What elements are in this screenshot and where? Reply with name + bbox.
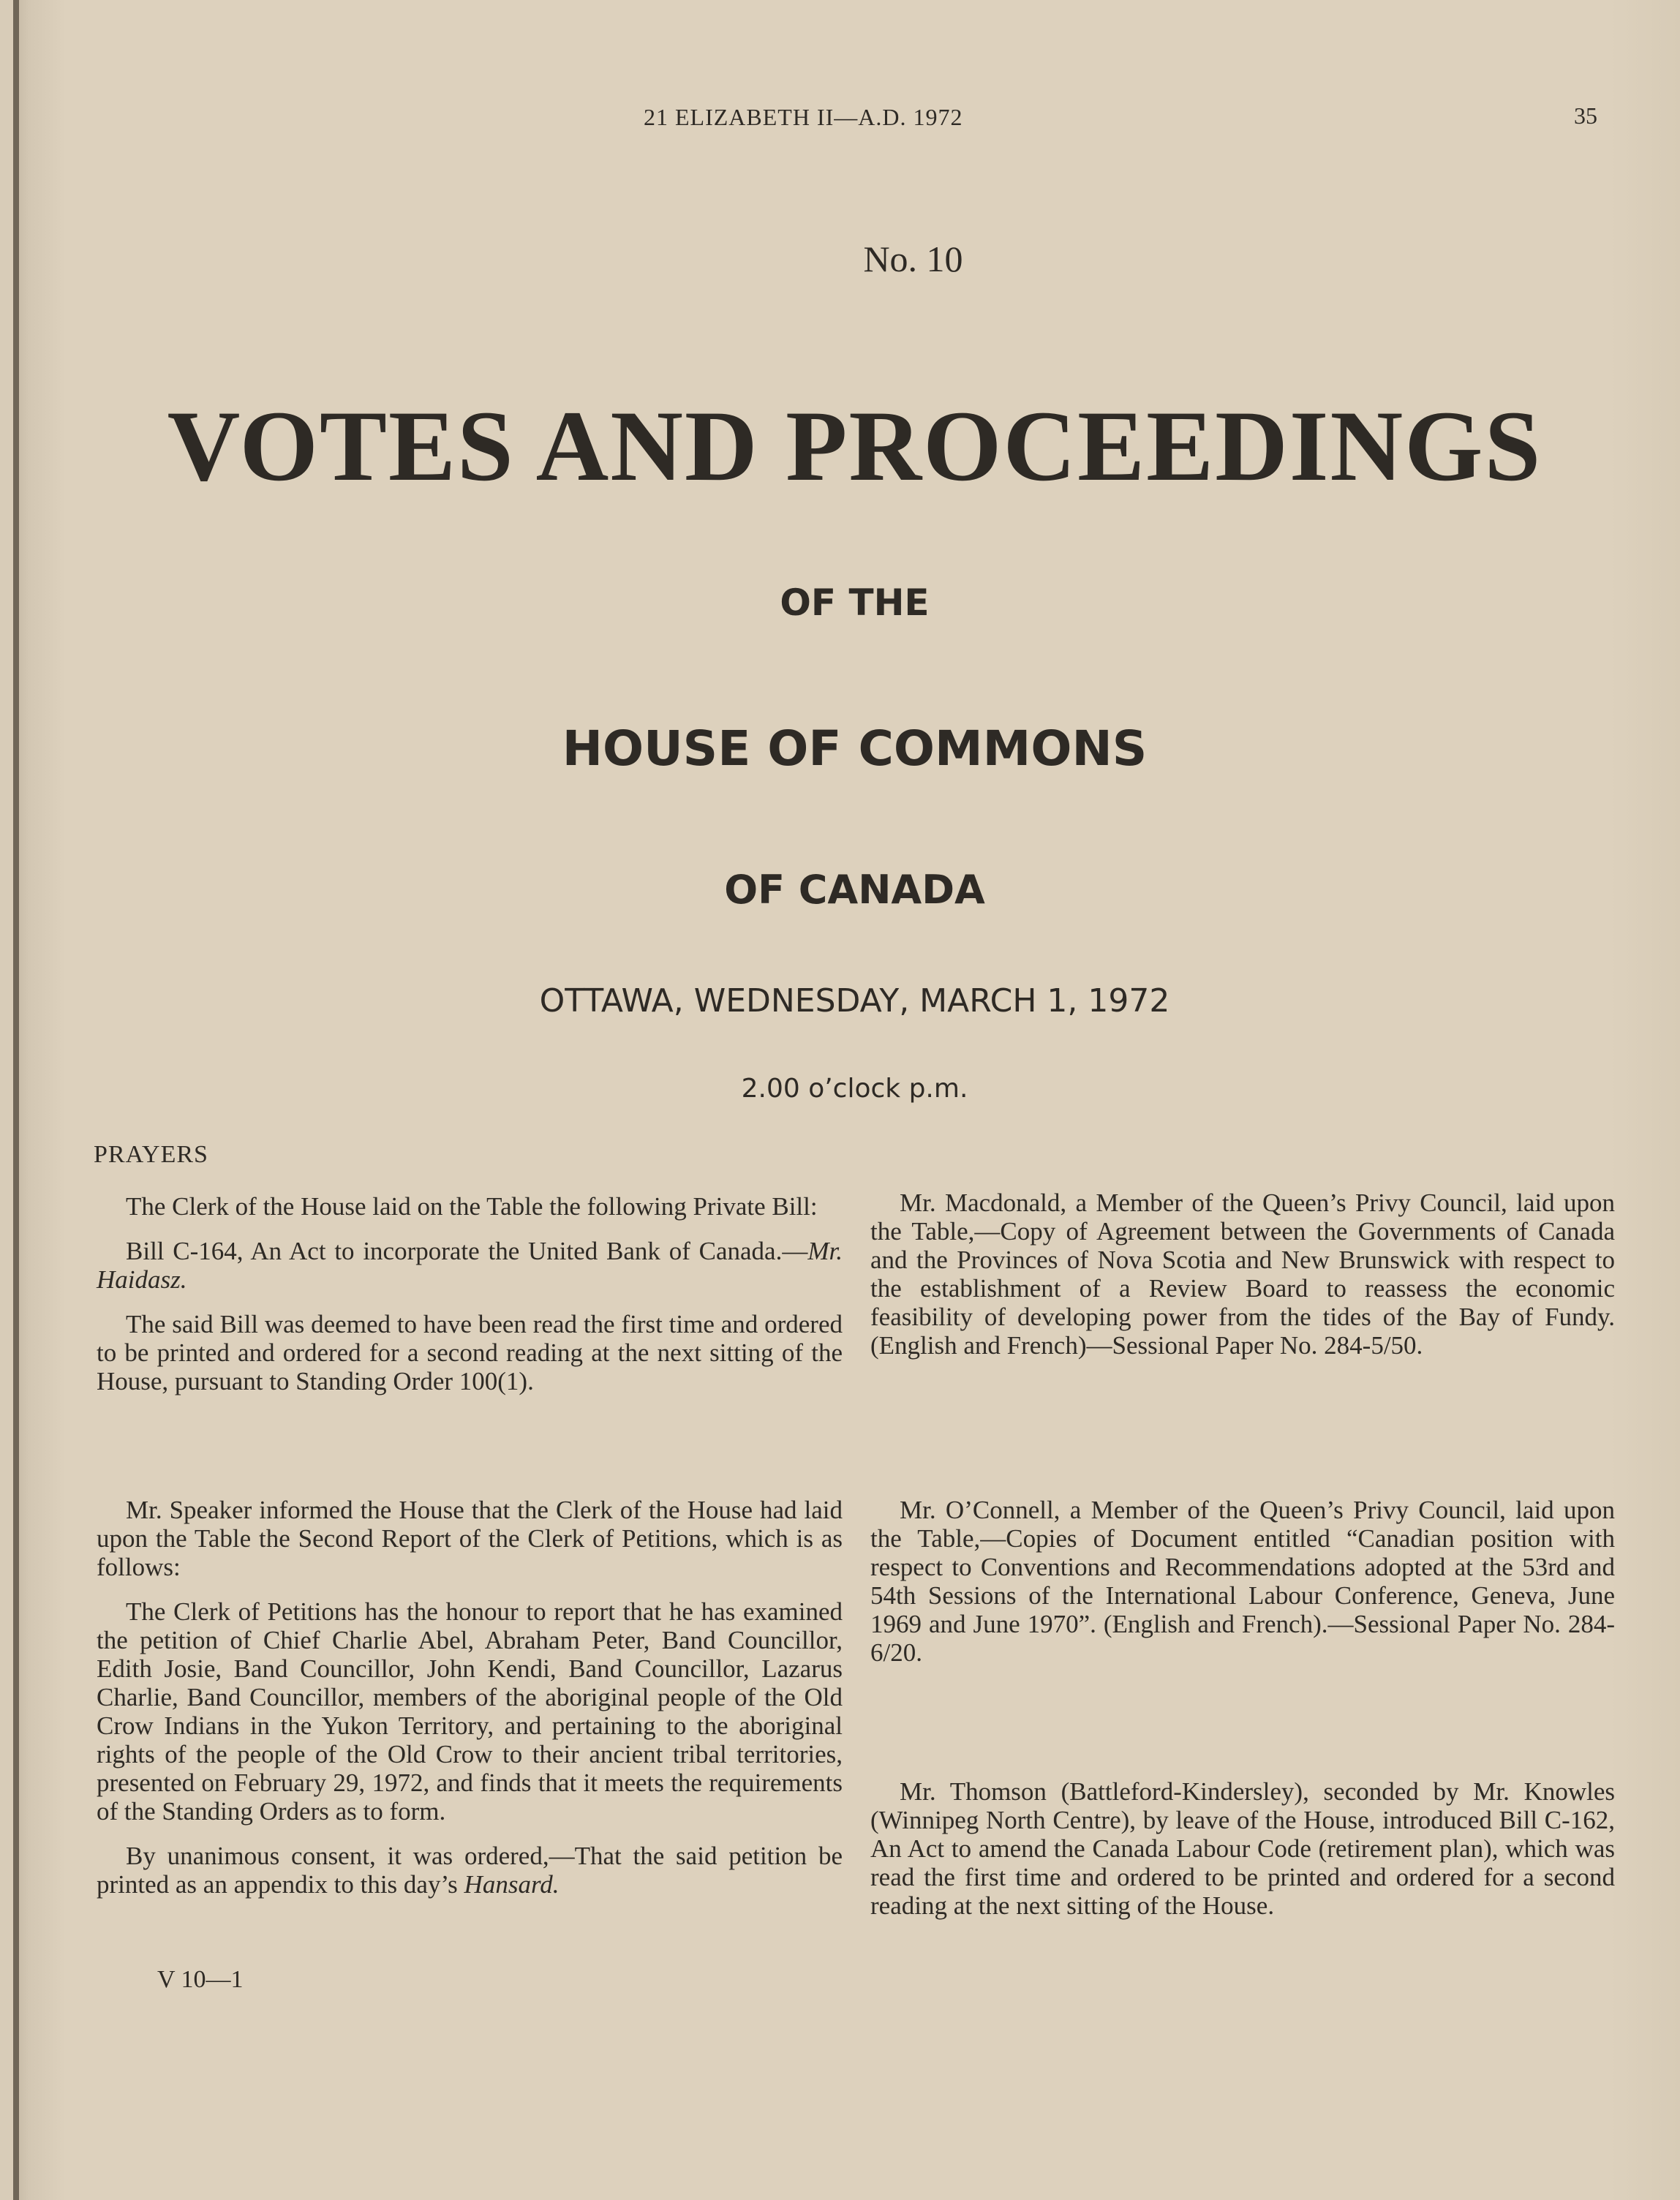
petition-order-text: By unanimous consent, it was ordered,—That the said petition be printed as an appendix to this day’s	[97, 1842, 843, 1899]
speaker-report-intro: Mr. Speaker informed the House that the Clerk of the House had laid upon the Table the Second Report of the Clerk of Petitions, which is as follows:	[97, 1496, 843, 1581]
signature-mark: V 10—1	[157, 1966, 244, 1993]
right-column-block-1	[870, 1188, 1615, 1376]
left-column-block-1	[97, 1192, 843, 1412]
private-bill-intro: The Clerk of the House laid on the Table the following Private Bill:	[126, 1192, 818, 1221]
issue-number: No. 10	[863, 238, 963, 279]
oconnell-tabling: Mr. O’Connell, a Member of the Queen’s Privy Council, laid upon the Table,—Copies of Document entitled “Canadian position with respect to Conventions and Recommendations adopted at the 53rd and 54th Sessions of the International Labour Conference, Geneva, June 1969 and June 1970”. (English and French).—Sessional Paper No. 284-6/20.	[870, 1496, 1615, 1667]
bill-c164-mover: Mr. Haidasz.	[97, 1237, 843, 1294]
page-edge	[0, 0, 13, 2200]
section-heading-prayers: PRAYERS	[94, 1141, 208, 1168]
right-column-block-3	[870, 1777, 1615, 1936]
bill-c164-entry	[97, 1237, 843, 1294]
subtitle-house-of-commons: HOUSE OF COMMONS	[562, 720, 1148, 777]
bill-c164-reading: The said Bill was deemed to have been read the first time and ordered to be printed and ordered for a second reading at the next sitting of the House, pursuant to Standing Order 100(1).	[97, 1310, 843, 1395]
sitting-time: 2.00 o’clock p.m.	[741, 1074, 968, 1104]
sitting-date: OTTAWA, WEDNESDAY, MARCH 1, 1972	[539, 982, 1170, 1020]
left-column-block-2	[97, 1496, 843, 1915]
bill-c162-introduction: Mr. Thomson (Battleford-Kindersley), seconded by Mr. Knowles (Winnipeg North Centre), by leave of the House, introduced Bill C-162, An Act to amend the Canada Labour Code (retirement plan), which was read the first time and ordered to be printed and ordered for a second reading at the next sitting of the House.	[870, 1777, 1615, 1920]
macdonald-tabling: Mr. Macdonald, a Member of the Queen’s Privy Council, laid upon the Table,—Copy of Agreement between the Governments of Canada and the Provinces of Nova Scotia and New Brunswick with respect to the establishment of a Review Board to reassess the economic feasibility of developing power from the tides of the Bay of Fundy. (English and French)—Sessional Paper No. 284-5/50.	[870, 1188, 1615, 1360]
main-title: VOTES AND PROCEEDINGS	[167, 390, 1542, 502]
running-head: 21 ELIZABETH II—A.D. 1972	[644, 104, 963, 130]
page-number: 35	[1574, 102, 1597, 129]
bill-c164-text: Bill C-164, An Act to incorporate the United Bank of Canada.—	[126, 1237, 808, 1265]
petition-report: The Clerk of Petitions has the honour to report that he has examined the petition of Chief Charlie Abel, Abraham Peter, Band Councillor, Edith Josie, Band Councillor, John Kendi, Band Councillor, Lazarus Charlie, Band Councillor, members of the aboriginal people of the Old Crow Indians in the Yukon Territory, and pertaining to the aboriginal rights of the people of the Old Crow to their ancient tribal territories, presented on February 29, 1972, and finds that it meets the requirements of the Standing Orders as to form.	[97, 1597, 843, 1826]
hansard-italic: Hansard.	[464, 1870, 560, 1899]
subtitle-of-the: OF THE	[780, 581, 930, 624]
petition-order	[97, 1842, 843, 1899]
subtitle-of-canada: OF CANADA	[724, 867, 985, 913]
right-column-block-2	[870, 1496, 1615, 1683]
